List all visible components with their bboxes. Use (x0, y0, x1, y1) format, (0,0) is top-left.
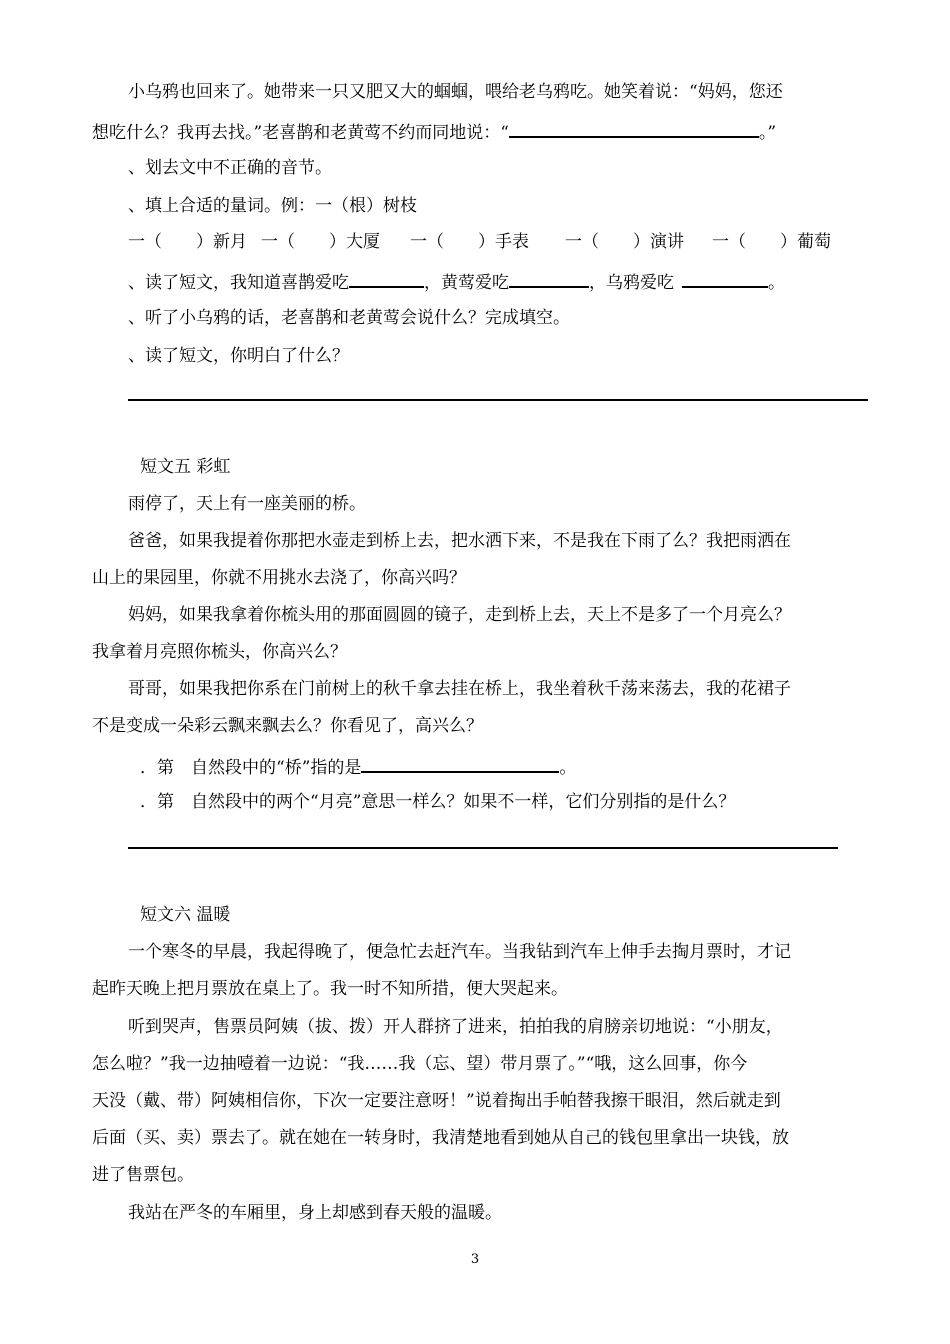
p5-paragraph-3-line1: 妈妈，如果我拿着你梳头用的那面圆圆的镜子，走到桥上去，天上不是多了一个月亮么？ (128, 605, 791, 625)
p5-q1-text: ．第 自然段中的“桥”指的是 (140, 758, 362, 778)
answer-blank[interactable] (682, 268, 768, 288)
answer-line[interactable] (128, 847, 838, 849)
p4-question-3 (128, 268, 785, 295)
p6-paragraph-1-line1: 一个寒冬的早晨，我起得晚了，便急忙去赶汽车。当我钻到汽车上伸手去掏月票时，才记 (128, 942, 791, 962)
q3-text-b: ，黄莺爱吃 (424, 273, 509, 293)
p5-paragraph-2-line2: 山上的果园里，你就不用挑水去浇了，你高兴吗？ (92, 568, 466, 588)
p5-paragraph-1: 雨停了，天上有一座美丽的桥。 (128, 494, 366, 514)
p5-paragraph-3-line2: 我拿着月亮照你梳头，你高兴么？ (92, 642, 347, 662)
p6-paragraph-3: 我站在严冬的车厢里，身上却感到春天般的温暖。 (128, 1203, 502, 1223)
p6-title: 短文六 温暖 (140, 905, 231, 925)
p5-question-2: ．第 自然段中的两个“月亮”意思一样么？如果不一样，它们分别指的是什么？ (140, 792, 736, 812)
page-number: 3 (470, 1252, 480, 1267)
p6-paragraph-2-line2: 怎么啦？”我一边抽噎着一边说：“我……我（忘、望）带月票了。”“哦，这么回事，你今 (92, 1054, 748, 1074)
measure-item: 一（ ）新月 (128, 232, 247, 252)
p4-question-4: 、听了小乌鸦的话，老喜鹊和老黄莺会说什么？完成填空。 (128, 308, 570, 328)
p5-paragraph-2-line1: 爸爸，如果我提着你那把水壶走到桥上去，把水洒下来，不是我在下雨了么？我把雨洒在 (128, 531, 791, 551)
p4-question-2: 、填上合适的量词。例：一（根）树枝 (128, 196, 417, 216)
p5-paragraph-4-line2: 不是变成一朵彩云飘来飘去么？你看见了，高兴么？ (92, 716, 483, 736)
answer-blank[interactable] (361, 753, 559, 773)
answer-blank[interactable] (349, 268, 424, 288)
p6-paragraph-2-line5: 进了售票包。 (92, 1165, 194, 1185)
p5-paragraph-4-line1: 哥哥，如果我把你系在门前树上的秋千拿去挂在桥上，我坐着秋千荡来荡去，我的花裙子 (128, 679, 791, 699)
q3-text-c: ，乌鸦爱吃 (589, 273, 674, 293)
p6-paragraph-2-line4: 后面（买、卖）票去了。就在她在一转身时，我清楚地看到她从自己的钱包里拿出一块钱，放 (92, 1128, 789, 1148)
p6-paragraph-1-line2: 起昨天晚上把月票放在桌上了。我一时不知所措，便大哭起来。 (92, 979, 568, 999)
p4-line2-text: 想吃什么？我再去找。”老喜鹊和老黄莺不约而同地说：“ (92, 123, 509, 143)
p4-measure-word-row (128, 230, 831, 254)
measure-item: 一（ ）演讲 (565, 232, 684, 252)
q3-text-d: 。 (768, 273, 785, 293)
answer-blank[interactable] (509, 268, 589, 288)
p6-paragraph-2-line3: 天没（戴、带）阿姨相信你，下次一定要注意呀！”说着掏出手帕替我擦干眼泪，然后就走到 (92, 1091, 781, 1111)
p5-title: 短文五 彩虹 (140, 457, 231, 477)
q3-text-a: 、读了短文，我知道喜鹊爱吃 (128, 273, 349, 293)
p4-paragraph-line1: 小乌鸦也回来了。她带来一只又肥又大的蝈蝈，喂给老乌鸦吃。她笑着说：“妈妈，您还 (128, 82, 783, 102)
measure-item: 一（ ）手表 (410, 232, 529, 252)
answer-line[interactable] (128, 399, 868, 401)
p4-line2-end: 。” (758, 123, 777, 143)
answer-blank[interactable] (509, 118, 759, 138)
measure-item: 一（ ）葡萄 (712, 232, 831, 252)
p4-question-1: 、划去文中不正确的音节。 (128, 158, 332, 178)
measure-item: 一（ ）大厦 (261, 232, 380, 252)
p4-paragraph-line2 (92, 118, 776, 145)
p4-question-5: 、读了短文，你明白了什么？ (128, 346, 349, 366)
p5-q1-end: 。 (559, 758, 577, 778)
p5-question-1 (140, 753, 576, 780)
p6-paragraph-2-line1: 听到哭声，售票员阿姨（拔、拨）开人群挤了进来，拍拍我的肩膀亲切地说：“小朋友， (128, 1017, 783, 1037)
